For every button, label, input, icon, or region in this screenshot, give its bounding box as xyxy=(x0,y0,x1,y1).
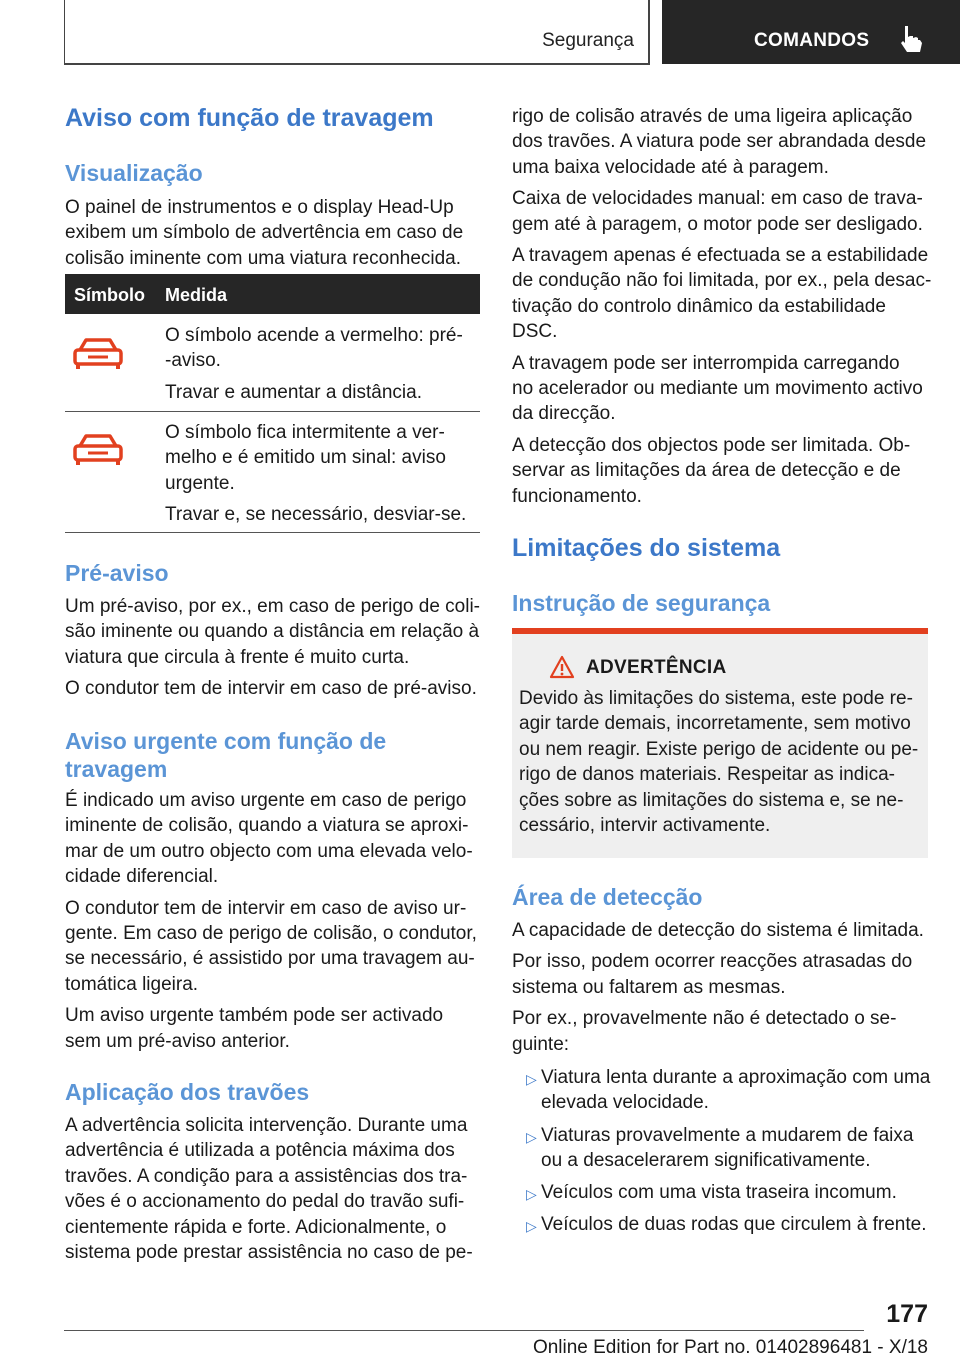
list-bullet-icon: ▷ xyxy=(526,1071,537,1087)
col-action: Medida xyxy=(165,285,228,305)
heading-visualization: Visualização xyxy=(65,160,203,186)
list-item: Veículos de duas rodas que circulem à frente. xyxy=(541,1214,927,1235)
header-left-rule xyxy=(64,0,65,64)
header-section-title: Segurança xyxy=(542,30,634,51)
header-separator xyxy=(648,0,650,64)
heading-system-limits: Limitações do sistema xyxy=(512,534,781,562)
paragraph-urgent-warning: É indicado um aviso urgente em caso de perigo iminente de colisão, quando a viatura se aproxi- mar de um outro objecto com uma elevada velo- cidade diferencial. O condutor tem de intervir em caso de aviso ur- gente. Em caso de perigo de colisão, o condutor, se necessário, é assistido por uma travagem au- tomática ligeira. Um aviso urgente também pode ser activado sem um pré-aviso anterior. xyxy=(65,790,477,1052)
heading-urgent-warning: Aviso urgente com função de travagem xyxy=(65,728,387,782)
chapter-tab-label: COMANDOS xyxy=(754,30,870,51)
header-baseline xyxy=(64,63,650,65)
heading-safety-instruction: Instrução de segurança xyxy=(512,590,771,616)
warning-triangle-icon xyxy=(549,655,575,679)
list-bullet-icon: ▷ xyxy=(526,1186,537,1202)
table-row-divider xyxy=(65,411,480,412)
table-row-1-text: O símbolo acende a vermelho: pré- -aviso. Travar e aumentar a distância. xyxy=(165,325,463,403)
table-row-2-text: O símbolo fica intermitente a ver- melho e é emitido um sinal: aviso urgente. Travar e, se necessário, desviar-se. xyxy=(165,422,467,526)
list-item: Viaturas provavelmente a mudarem de faixa ou a desacelerarem significativamente. xyxy=(541,1125,914,1172)
page-number: 177 xyxy=(886,1300,928,1328)
paragraph-prewarning: Um pré-aviso, por ex., em caso de perigo de coli- são iminente ou quando a distância em relação à viatura que circula à frente é muito curta. O condutor tem de intervir em caso de pré-aviso. xyxy=(65,596,481,700)
symbol-table-header xyxy=(65,274,480,314)
col-symbol: Símbolo xyxy=(74,285,145,305)
paragraph-continuation: rigo de colisão através de uma ligeira aplicação dos travões. A viatura pode ser abrandada desde uma baixa velocidade até à paragem. Caixa de velocidades manual: em caso de trava- gem até à paragem, o motor pode ser desligado. A travagem apenas é efectuada se a estabilidade de condução não foi limitada, por ex., pela desac- tivação do controlo dinâmico da estabilidade DSC. A travagem pode ser interrompida carregando no acelerador ou mediante um movimento activo da direcção. A detecção dos objectos pode ser limitada. Ob- servar as limitações da área de detecção e de funcionamento. xyxy=(512,106,932,507)
heading-brake-application: Aplicação dos travões xyxy=(65,1079,310,1105)
list-bullet-icon: ▷ xyxy=(526,1218,537,1234)
warning-text: Devido às limitações do sistema, este pode re- agir tarde demais, incorretamente, sem motivo ou nem reagir. Existe perigo de acidente ou pe- rigo de danos materiais. Respeitar as indica- ções sobre as limitações do sistema e, se ne- cessário, intervir activamente. xyxy=(519,688,919,837)
table-bottom-rule xyxy=(65,532,480,533)
heading-detection-area: Área de detecção xyxy=(512,884,703,910)
heading-prewarning: Pré-aviso xyxy=(65,560,169,586)
header-chapter-tab xyxy=(662,0,960,64)
paragraph-detection-area: A capacidade de detecção do sistema é limitada. Por isso, podem ocorrer reacções atrasadas do sistema ou faltarem as mesmas. Por ex., provavelmente não é detectado o se- guinte: xyxy=(512,920,924,1055)
list-item: Veículos com uma vista traseira incomum. xyxy=(541,1182,897,1203)
warning-title: ADVERTÊNCIA xyxy=(586,657,727,678)
paragraph-visualization: O painel de instrumentos e o display Head-Up exibem um símbolo de advertência em caso de colisão iminente com uma viatura reconhecida. xyxy=(65,197,464,269)
paragraph-brake-application: A advertência solicita intervenção. Durante uma advertência é utilizada a potência máxima dos travões. A condição para a assistências dos tra- vões é o accionamento do pedal do travão sufi- cientemente rápida e forte. Adicionalmente, o sistema pode prestar assistência no caso de pe- xyxy=(65,1115,473,1264)
heading-warning-braking: Aviso com função de travagem xyxy=(65,104,434,132)
list-bullet-icon: ▷ xyxy=(526,1129,537,1145)
footer-edition: Online Edition for Part no. 01402896481 - X/18 xyxy=(532,1337,928,1358)
car-warning-flashing-icon xyxy=(72,432,124,466)
footer-rule xyxy=(64,1330,864,1331)
car-warning-icon xyxy=(72,336,124,370)
hand-pointer-icon xyxy=(896,24,924,54)
list-item: Viatura lenta durante a aproximação com uma elevada velocidade. xyxy=(541,1067,931,1114)
